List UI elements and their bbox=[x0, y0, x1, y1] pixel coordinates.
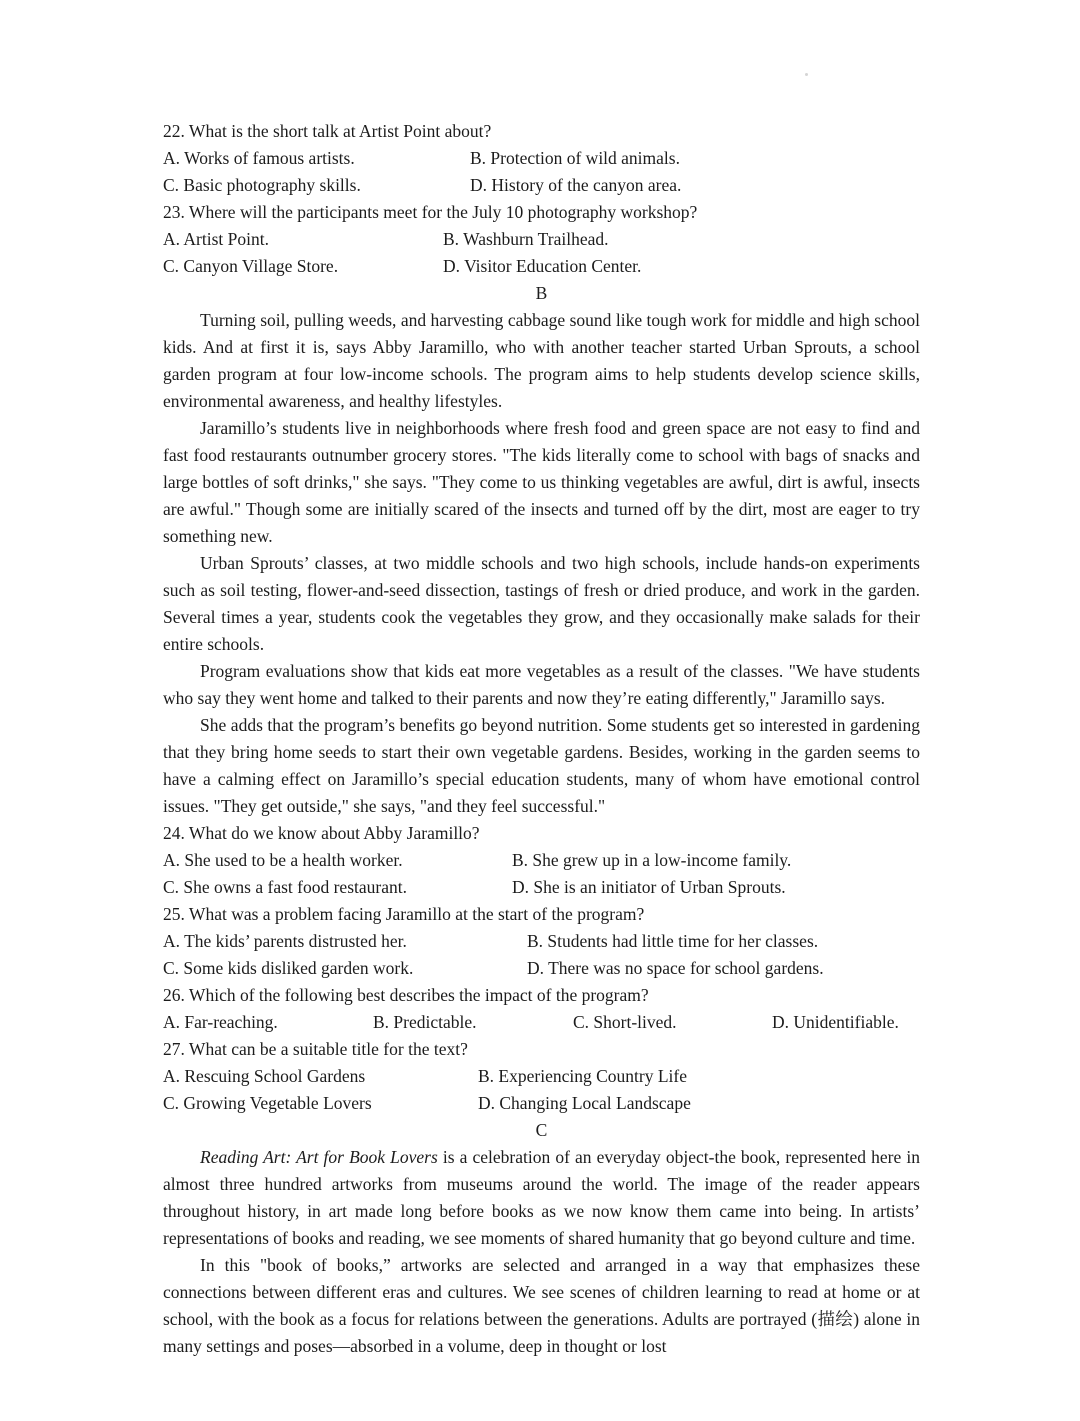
question-22-option-b: B. Protection of wild animals. bbox=[470, 148, 680, 168]
question-23-options-row-2 bbox=[163, 253, 920, 280]
question-23-option-d: D. Visitor Education Center. bbox=[443, 256, 642, 276]
question-25 bbox=[163, 901, 920, 982]
question-24-option-b: B. She grew up in a low-income family. bbox=[512, 850, 792, 870]
question-26-text: 26. Which of the following best describes the impact of the program? bbox=[163, 985, 649, 1005]
question-25-text: 25. What was a problem facing Jaramillo at the start of the program? bbox=[163, 904, 645, 924]
question-27-text: 27. What can be a suitable title for the text? bbox=[163, 1039, 468, 1059]
question-23-options-row-1 bbox=[163, 226, 920, 253]
question-26-option-d: D. Unidentifiable. bbox=[772, 1012, 899, 1032]
passage-b-paragraph-3: Urban Sprouts’ classes, at two middle schools and two high schools, include hands-on experiments such as soil testing, flower-and-seed dissection, tastings of fresh or dried produce, and work in the garden. Several times a year, students cook the vegetables they grow, and they occasionally make salads for their entire schools. bbox=[163, 553, 920, 654]
question-23 bbox=[163, 199, 920, 280]
question-24-text: 24. What do we know about Abby Jaramillo? bbox=[163, 823, 480, 843]
passage-b-paragraph-4: Program evaluations show that kids eat more vegetables as a result of the classes. "We have students who say they went home and talked to their parents and now they’re eating differently," Jaramillo says. bbox=[163, 661, 920, 708]
question-23-text: 23. Where will the participants meet for the July 10 photography workshop? bbox=[163, 202, 698, 222]
passage-c-paragraph-2: In this "book of books,” artworks are selected and arranged in a way that emphasizes these connections between different eras and cultures. We see scenes of children learning to read at home or at school, with the book as a focus for relations between the generations. Adults are portrayed (描绘) alone in many settings and poses—absorbed in a volume, deep in thought or lost bbox=[163, 1255, 920, 1356]
question-22-options-row-2 bbox=[163, 172, 920, 199]
question-27-option-a: A. Rescuing School Gardens bbox=[163, 1066, 366, 1086]
question-25-option-b: B. Students had little time for her classes. bbox=[527, 931, 819, 951]
passage-b-paragraph-2: Jaramillo’s students live in neighborhoods where fresh food and green space are not easy to find and fast food restaurants outnumber grocery stores. "The kids literally come to school with bags of snacks and large bottles of soft drinks," she says. "They come to us thinking vegetables are awful, dirt is awful, insects are awful." Though some are initially scared of the insects and turned off by the dirt, most are eager to try something new. bbox=[163, 418, 920, 546]
question-27-option-c: C. Growing Vegetable Lovers bbox=[163, 1093, 372, 1113]
question-25-option-c: C. Some kids disliked garden work. bbox=[163, 958, 414, 978]
question-23-option-b: B. Washburn Trailhead. bbox=[443, 229, 609, 249]
question-27-option-b: B. Experiencing Country Life bbox=[478, 1066, 687, 1086]
question-23-option-a: A. Artist Point. bbox=[163, 229, 269, 249]
question-22 bbox=[163, 118, 920, 199]
question-27-options-row-1 bbox=[163, 1063, 920, 1090]
section-c-marker: C bbox=[535, 1120, 548, 1140]
passage-c-paragraph-1 bbox=[163, 1144, 920, 1252]
book-title-italic: Reading Art: Art for Book Lovers bbox=[200, 1147, 438, 1167]
question-22-option-c: C. Basic photography skills. bbox=[163, 175, 361, 195]
section-b-marker: B bbox=[535, 283, 548, 303]
question-24-option-c: C. She owns a fast food restaurant. bbox=[163, 877, 407, 897]
question-22-option-a: A. Works of famous artists. bbox=[163, 148, 355, 168]
question-24 bbox=[163, 820, 920, 901]
question-27 bbox=[163, 1036, 920, 1117]
question-24-option-a: A. She used to be a health worker. bbox=[163, 850, 403, 870]
question-25-option-a: A. The kids’ parents distrusted her. bbox=[163, 931, 407, 951]
scan-artifact-dot bbox=[805, 73, 808, 76]
passage-b-paragraph-5: She adds that the program’s benefits go beyond nutrition. Some students get so interested in gardening that they bring home seeds to start their own vegetable gardens. Besides, working in the garden seems to have a calming effect on Jaramillo’s special education students, many of whom have emotional control issues. "They get outside," she says, "and they feel successful." bbox=[163, 715, 920, 816]
question-22-options-row-1 bbox=[163, 145, 920, 172]
question-25-options-row-2 bbox=[163, 955, 920, 982]
passage-c-paragraph-1-rest: is a celebration of an everyday object-the book, represented here in almost three hundred artworks from museums around the world. The image of the reader appears throughout history, in art made long before books as we now know them came into being. In artists’ representations of books and reading, we see moments of shared humanity that go beyond culture and time. bbox=[163, 1147, 920, 1248]
question-24-option-d: D. She is an initiator of Urban Sprouts. bbox=[512, 877, 786, 897]
question-24-options-row-2 bbox=[163, 874, 920, 901]
question-22-text: 22. What is the short talk at Artist Point about? bbox=[163, 121, 492, 141]
question-26-option-a: A. Far-reaching. bbox=[163, 1012, 278, 1032]
question-27-option-d: D. Changing Local Landscape bbox=[478, 1093, 691, 1113]
question-26-option-b: B. Predictable. bbox=[373, 1012, 477, 1032]
question-26 bbox=[163, 982, 920, 1036]
question-26-options-row bbox=[163, 1009, 920, 1036]
passage-b-paragraph-1: Turning soil, pulling weeds, and harvesting cabbage sound like tough work for middle and high school kids. And at first it is, says Abby Jaramillo, who with another teacher started Urban Sprouts, a school garden program at four low-income schools. The program aims to help students develop science skills, environmental awareness, and healthy lifestyles. bbox=[163, 310, 920, 411]
question-26-option-c: C. Short-lived. bbox=[573, 1012, 677, 1032]
question-23-option-c: C. Canyon Village Store. bbox=[163, 256, 339, 276]
question-24-options-row-1 bbox=[163, 847, 920, 874]
question-25-option-d: D. There was no space for school gardens. bbox=[527, 958, 824, 978]
question-25-options-row-1 bbox=[163, 928, 920, 955]
question-27-options-row-2 bbox=[163, 1090, 920, 1117]
question-22-option-d: D. History of the canyon area. bbox=[470, 175, 682, 195]
